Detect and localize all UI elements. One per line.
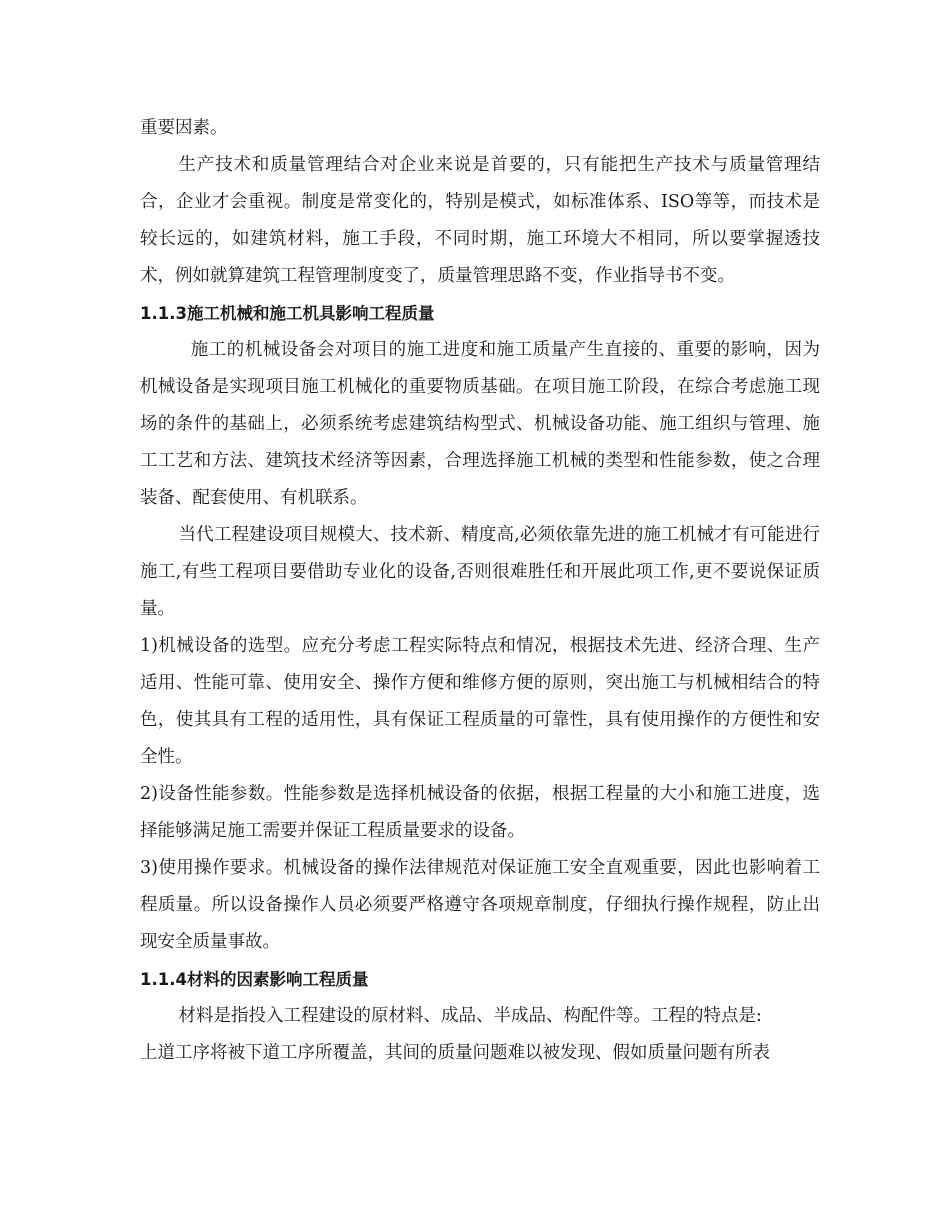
paragraph: 上道工序将被下道工序所覆盖，其间的质量问题难以被发现、假如质量问题有所表	[140, 1043, 770, 1063]
paragraph: 施工的机械设备会对项目的施工进度和施工质量产生直接的、重要的影响，因为机械设备是实现项目施工机械化的重要物质基础。在项目施工阶段，在综合考虑施工现场的条件的基础上，必须系统考虑建筑结构型式、机械设备功能、施工组织与管理、施工工艺和方法、建筑技术经济等因素，合理选择施工机械的类型和性能参数，使之合理装备、配套使用、有机联系。	[140, 340, 820, 508]
section-heading: 1.1.3施工机械和施工机具影响工程质量	[140, 304, 435, 323]
paragraph: 重要因素。	[140, 118, 228, 138]
paragraph: 材料是指投入工程建设的原材料、成品、半成品、构配件等。工程的特点是:	[178, 1006, 762, 1026]
document-body	[140, 110, 820, 1072]
section-heading: 1.1.4材料的因素影响工程质量	[140, 970, 369, 989]
paragraph: 当代工程建设项目规模大、技术新、精度高,必须依靠先进的施工机械才有可能进行施工,有些工程项目要借助专业化的设备,否则很难胜任和开展此项工作,更不要说保证质量。	[140, 525, 820, 619]
list-item: 2)设备性能参数。性能参数是选择机械设备的依据，根据工程量的大小和施工进度，选择能够满足施工需要并保证工程质量要求的设备。	[140, 784, 820, 841]
list-item: 1)机械设备的选型。应充分考虑工程实际特点和情况，根据技术先进、经济合理、生产适用、性能可靠、使用安全、操作方便和维修方便的原则，突出施工与机械相结合的特色，使其具有工程的适用性，具有保证工程质量的可靠性，具有使用操作的方便性和安全性。	[140, 636, 820, 767]
paragraph: 生产技术和质量管理结合对企业来说是首要的，只有能把生产技术与质量管理结合，企业才会重视。制度是常变化的，特别是模式，如标准体系、ISO等等，而技术是较长远的，如建筑材料，施工手段，不同时期，施工环境大不相同，所以要掌握透技术，例如就算建筑工程管理制度变了，质量管理思路不变，作业指导书不变。	[140, 155, 820, 286]
list-item: 3)使用操作要求。机械设备的操作法律规范对保证施工安全直观重要，因此也影响着工程质量。所以设备操作人员必须要严格遵守各项规章制度，仔细执行操作规程，防止出现安全质量事故。	[140, 858, 820, 952]
